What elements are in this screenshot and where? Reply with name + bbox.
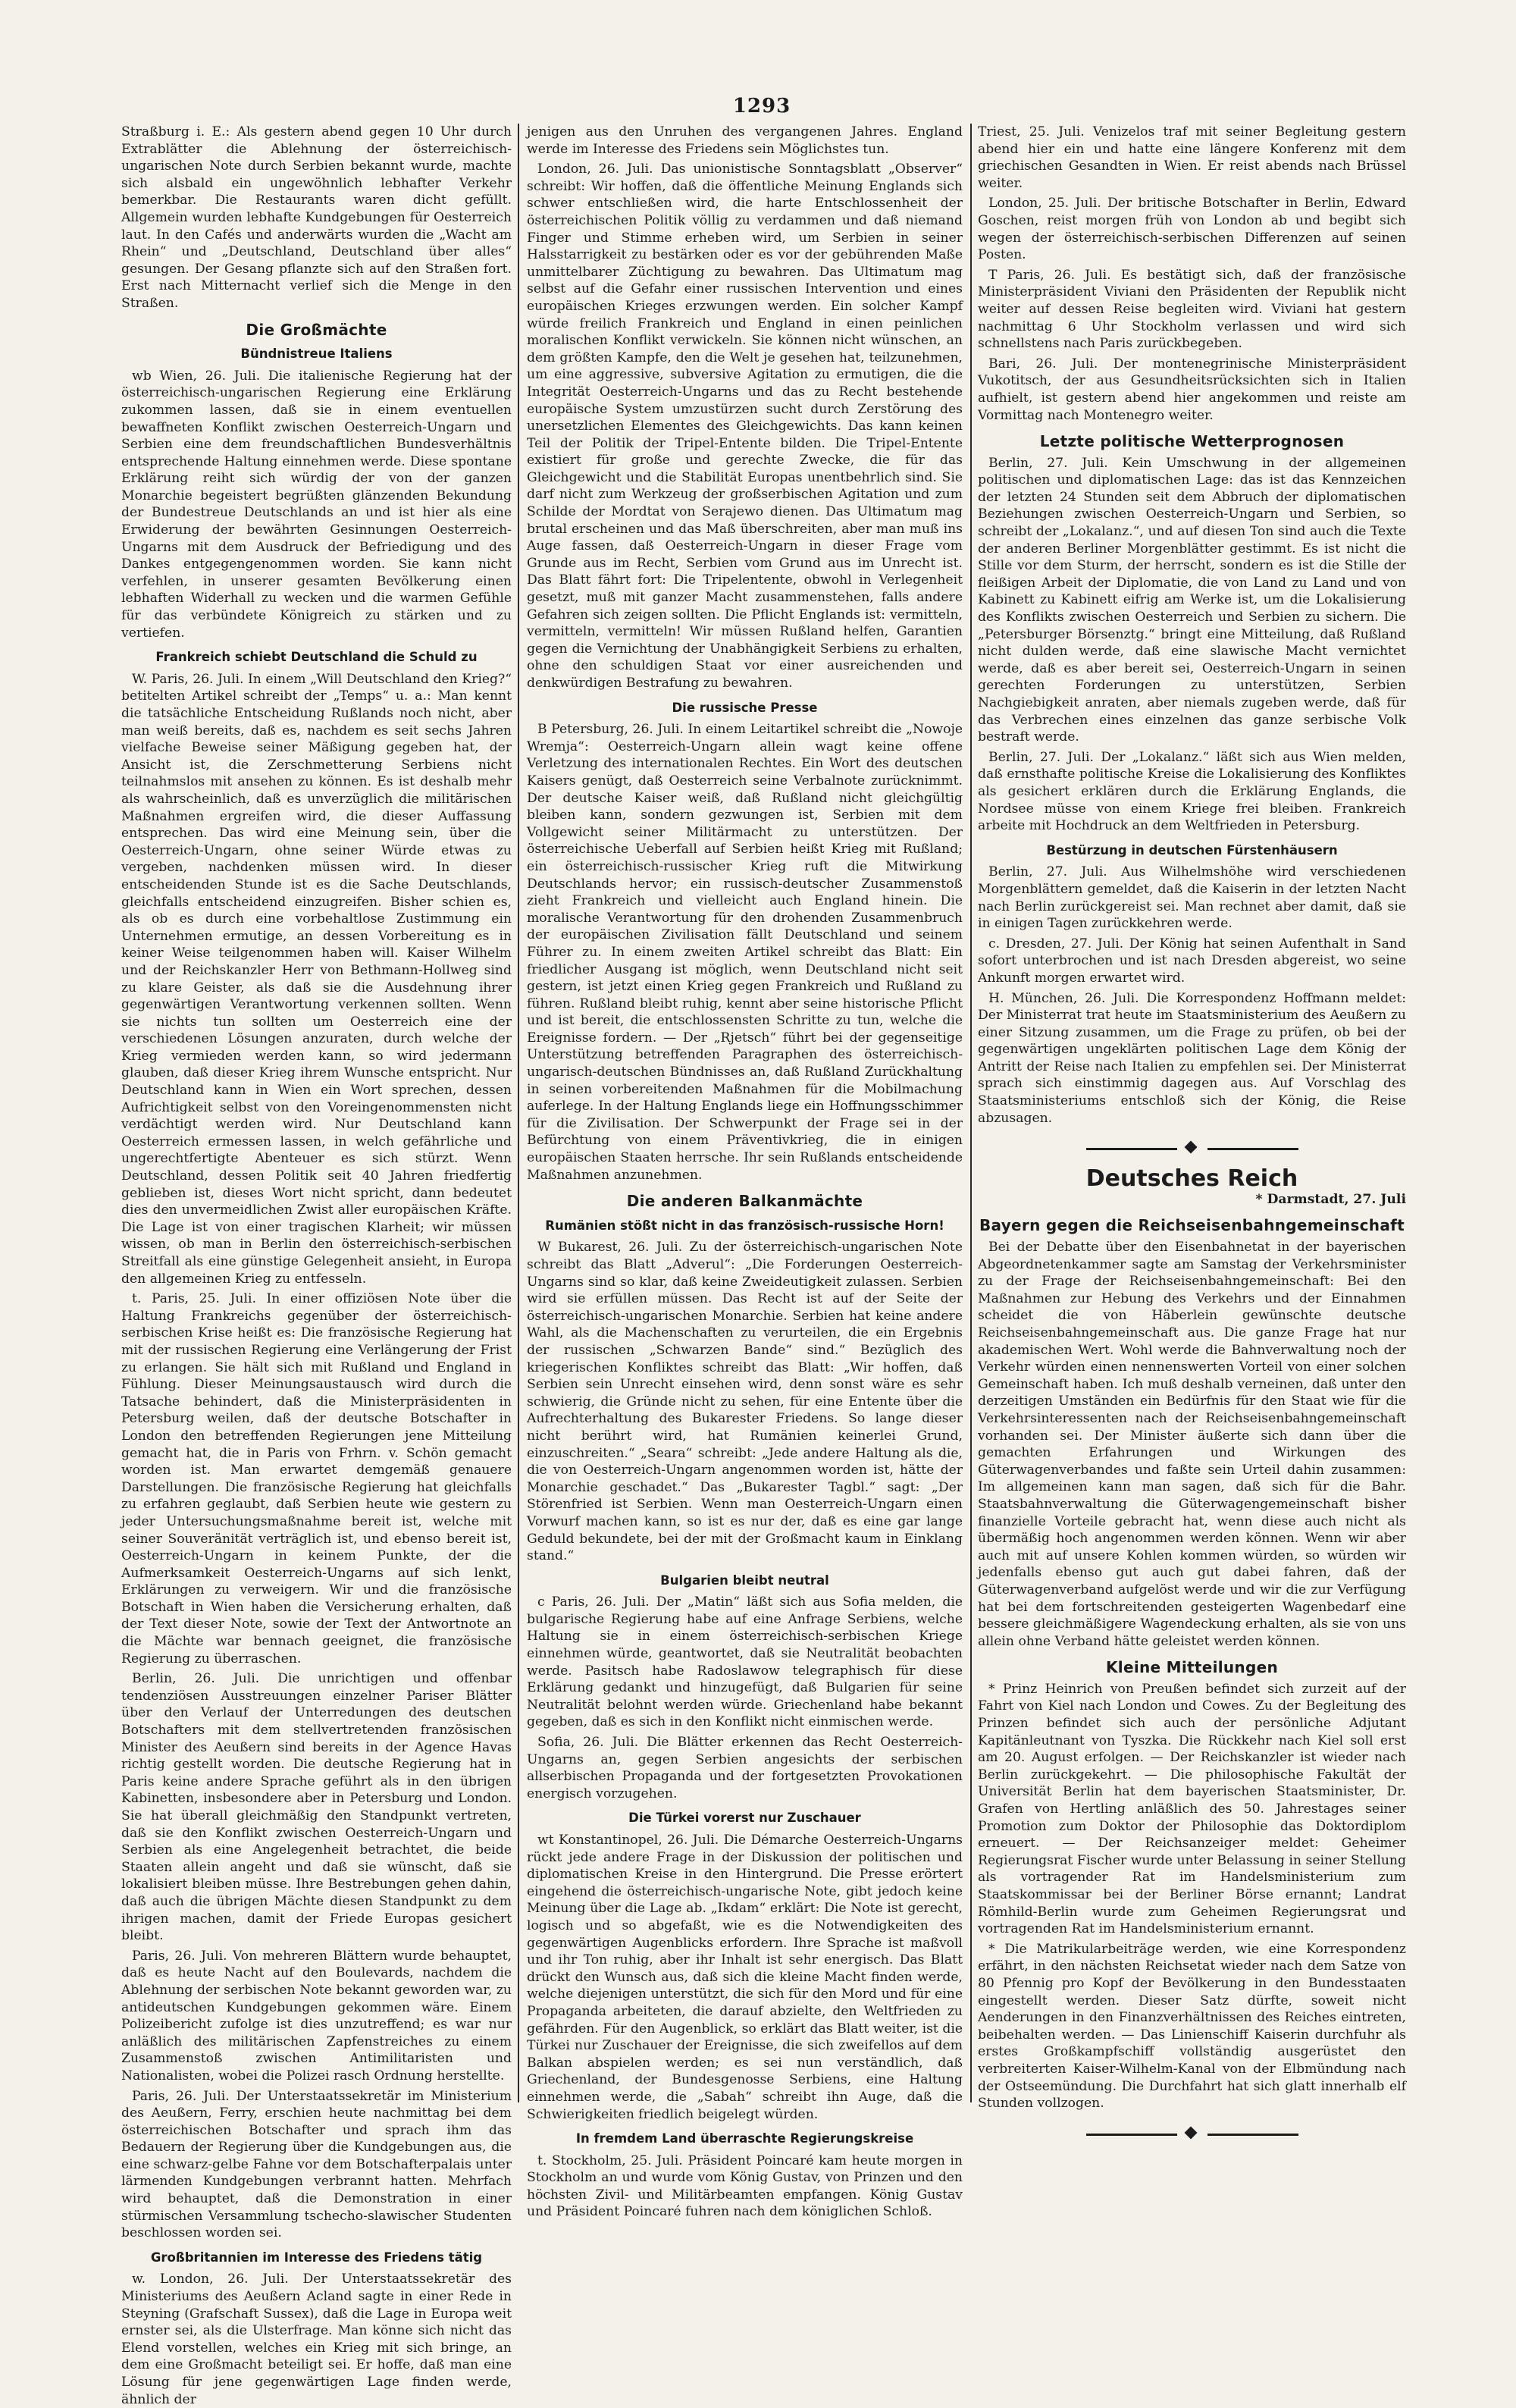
- column-rule-left: [518, 124, 519, 2102]
- article-wien: wb Wien, 26. Juli. Die italienische Regierung hat der österreichisch-ungarischen Regierung eine Erklärung zukommen lassen, daß sie in einem eventuellen bewaffneten Konflikt zwischen Oesterreich-Ungarn und Serbien eine dem freundschaftlichen Bundesverhältnis entsprechende Haltung einnehmen werde. Diese spontane Erklärung reiht sich würdig der von der ganzen Monarchie begeistert begrüßten glänzenden Bekundung der Bundestreue Deutschlands an und ist hier als eine Erwiderung der bewährten Gesinnungen Oesterreich-Ungarns mit dem Ausdruck der Befriedigung und des Dankes entgegengenommen worden. Sie kann nicht verfehlen, in unserer gesamten Bevölkerung einen lebhaften Widerhall zu wecken und die warmen Gefühle für das verbündete Königreich zu stärken und zu vertiefen.: [121, 368, 512, 641]
- subheading-rumaenien: Rumänien stößt nicht in das französisch-russische Horn!: [545, 1218, 944, 1233]
- heading-bayern: Bayern gegen die Reichseisenbahngemeinschaft: [979, 1216, 1405, 1235]
- article-london-goschen: London, 25. Juli. Der britische Botschafter in Berlin, Edward Goschen, reist morgen früh von London ab und begibt sich wegen der österreichisch-serbischen Differenzen auf seinen Posten.: [978, 196, 1406, 263]
- article-berlin: Berlin, 26. Juli. Die unrichtigen und offenbar tendenziösen Ausstreuungen einzelner Pariser Blätter über den Verlauf der Unterredungen des deutschen Botschafters mit dem stellvertretenden französischen Minister des Aeußern sind bereits in der Agence Havas richtig gestellt worden. Die deutsche Regierung hat in Paris keine andere Sprache geführt als in den übrigen Kabinetten, insbesondere aber in Petersburg und London. Sie hat überall gleichmäßig den Standpunkt vertreten, daß sie den Konflikt zwischen Oesterreich-Ungarn und Serbien als eine Angelegenheit betrachtet, die beide Staaten allein angeht und daß sie wünscht, daß sie lokalisiert bleiben müsse. Ihre Bestrebungen gehen dahin, daß auch die übrigen Mächte diesen Standpunkt zu dem ihrigen machen, damit der Friede Europas gesichert bleibt.: [121, 1671, 512, 1944]
- article-berlin-wien: Berlin, 27. Juli. Der „Lokalanz.“ läßt sich aus Wien melden, daß ernsthafte politische Kreise die Lokalisierung des Konfliktes als gesichert erklären durch die Erklärung Englands, die Nordsee müsse von einem Kriege frei bleiben. Frankreich arbeite mit Hochdruck an dem Weltfrieden in Petersburg.: [978, 749, 1406, 834]
- article-london-observer: London, 26. Juli. Das unionistische Sonntagsblatt „Observer“ schreibt: Wir hoffen, daß die öffentliche Meinung Englands sich schwer entschließen wird, die harte Entschlossenheit der österreichischen Politik völlig zu verdammen und daß niemand Finger und Stimme erheben wird, um Serbien in seiner Halsstarrigkeit zu bestärken oder es vor der gebührenden Maße unmittelbarer Züchtigung zu bewahren. Das Ultimatum mag selbst auf die Gefahr einer russischen Intervention und eines europäischen Krieges erzwungen werden. Ein solcher Kampf würde freilich Frankreich und England in einen peinlichen moralischen Konflikt verwickeln. Sie können nicht wünschen, an dem größten Kampfe, den die Welt je gesehen hat, teilzunehmen, um eine aggressive, subversive Agitation zu ermutigen, die die Integrität Oesterreich-Ungarns und das zu Recht bestehende europäische System umzustürzen sucht durch Zerstörung des unersetzlichen Elementes des Gleichgewichts. Das kann keinen Teil der Politik der Tripel-Entente bilden. Die Tripel-Entente existiert für große und gerechte Zwecke, die für das Gleichgewicht und die Stabilität Europas unentbehrlich sind. Sie darf nicht zum Werkzeug der großserbischen Agitation und zum Schilde der Mordtat von Serajewo dienen. Das Ultimatum mag brutal erscheinen und das Maß überschreiten, aber man muß ins Auge fassen, daß Oesterreich-Ungarn in dieser Frage vom Grunde aus im Recht, Serbien vom Grund aus im Unrecht ist. Das Blatt fährt fort: Die Tripelentente, obwohl in Verlegenheit gesetzt, muß mit ganzer Macht zusammenstehen, falls andere Gefahren sich zeigen sollten. Die Pflicht Englands ist: vermitteln, vermitteln, vermitteln! Wir müssen Rußland helfen, Garantien gegen die Vernichtung der Unabhängigkeit Serbiens zu erhalten, ohne den schuldigen Staat vor einer ausreichenden und denkwürdigen Bestrafung zu bewahren.: [527, 161, 963, 691]
- article-strassburg: Straßburg i. E.: Als gestern abend gegen 10 Uhr durch Extrablätter die Ablehnung der österreichisch-ungarischen Note durch Serbien bekannt wurde, machte sich alsbald ein ungewöhnlich lebhafter Verkehr bemerkbar. Die Restaurants waren dicht gefüllt. Allgemein wurden lebhafte Kundgebungen für Oesterreich laut. In den Cafés und anderwärts wurden die „Wacht am Rhein“ und „Deutschland, Deutschland über alles“ gesungen. Der Gesang pflanzte sich auf den Straßen fort. Erst nach Mitternacht verlief sich die Menge in den Straßen.: [121, 124, 512, 311]
- subheading-fremdem-land: In fremdem Land überraschte Regierungskreise: [575, 2131, 914, 2146]
- article-berlin-kaiserin: Berlin, 27. Juli. Aus Wilhelmshöhe wird verschiedenen Morgenblättern gemeldet, daß die Kaiserin in der letzten Nacht nach Berlin zurückgereist sei. Man rechnet aber damit, daß sie in einigen Tagen zurückkehren werde.: [978, 864, 1406, 932]
- article-petersburg: B Petersburg, 26. Juli. In einem Leitartikel schreibt die „Nowoje Wremja“: Oesterreich-Ungarn allein wagt keine offene Verletzung des internationalen Rechtes. Ein Wort des deutschen Kaisers genügt, daß Oesterreich seine Verbalnote zurücknimmt. Der deutsche Kaiser weiß, daß Rußland nicht gleichgültig bleiben kann, sondern gezwungen ist, Serbien mit dem Vollgewicht seiner Militärmacht zu unterstützen. Der österreichische Ueberfall auf Serbien heißt Krieg mit Rußland; ein österreichisch-russischer Krieg ruft die Mitwirkung Deutschlands hervor; ein russisch-deutscher Zusammenstoß zieht Frankreich und vielleicht auch England hinein. Die moralische Verantwortung für den drohenden Zusammenbruch der europäischen Zivilisation fällt Deutschland und seinem Führer zu. In einem zweiten Artikel schreibt das Blatt: Ein friedlicher Ausgang ist möglich, wenn Deutschland nicht seit gestern, ist jetzt einen Krieg gegen Frankreich und Rußland zu führen. Rußland bleibt ruhig, kennt aber seine historische Pflicht und ist bereit, die entschlossensten Schritte zu tun, welche die Ereignisse fordern. — Der „Rjetsch“ führt bei der gegenseitige Unterstützung betreffenden Paragraphen des österreichisch-ungarisch-deutschen Bündnisses an, daß Rußland Zurückhaltung in seinen vorbereitenden Maßnahmen für die Mobilmachung auferlege. In der Haltung Englands liege ein Hoffnungsschimmer für die Zivilisation. Der Schwerpunkt der Frage sei in der Befürchtung von einem Präventivkrieg, die in einigen europäischen Staaten herrsche. Ihr sein Rußlands entscheidende Maßnahmen anzunehmen.: [527, 722, 963, 1183]
- section-heading-deutsches-reich: Deutsches Reich: [1085, 1165, 1298, 1193]
- article-paris-temps: W. Paris, 26. Juli. In einem „Will Deutschland den Krieg?“ betitelten Artikel schreibt der „Temps“ u. a.: Man kennt die tatsächliche Entscheidung Rußlands noch nicht, aber man weiß bereits, daß es, nachdem es seit sechs Jahren vielfache Beweise seiner Mäßigung gegeben hat, der Ansicht ist, die Zerschmetterung Serbiens nicht teilnahmslos mit ansehen zu können. Es ist deshalb mehr als wahrscheinlich, daß es unverzüglich die militärischen Maßnahmen ergreifen wird, die dieser Auffassung entsprechen. Das wird eine Meinung sein, über die Oesterreich-Ungarn, ohne seiner Würde etwas zu vergeben, nachdenken müssen wird. In dieser entscheidenden Stunde ist es die Sache Deutschlands, gleichfalls entscheidend einzugreifen. Bisher schien es, als ob es durch eine vorbehaltlose Zustimmung ein Unternehmen ermutige, an dessen Vorbereitung es in keiner Weise teilgenommen haben will. Kaiser Wilhelm und der Reichskanzler Herr von Bethmann-Hollweg sind zu klare Geister, als daß sie die Ausdehnung ihrer gegenwärtigen Verantwortung verkennen sollten. Wenn sie nichts tun sollten um Oesterreich eine der verschiedenen Lösungen anzuraten, durch welche der Krieg vermieden werden kann, so wird jedermann glauben, daß dieser Krieg ihrem Wunsche entspricht. Nur Deutschland kann in Wien ein Wort sprechen, dessen Aufrichtigkeit selbst von den Voreingenommensten nicht verdächtigt werden wird. Nur Deutschland kann Oesterreich ermessen lassen, in welch gefährliche und ungerechtfertigte Abenteuer es sich stürzt. Wenn Deutschland, dessen Politik seit 40 Jahren friedfertig geblieben ist, dieses Wort nicht spricht, dann bedeutet dies den unvermeidlichen Zwist aller europäischen Kräfte. Die Lage ist von einer tragischen Klarheit; wir müssen wissen, ob man in Berlin den österreichisch-serbischen Streitfall als eine günstige Gelegenheit ansieht, in Europa den allgemeinen Krieg zu entfesseln.: [121, 671, 512, 1287]
- subheading-italien: Bündnistreue Italiens: [240, 346, 393, 362]
- article-bukarest: W Bukarest, 26. Juli. Zu der österreichisch-ungarischen Note schreibt das Blatt „Adverul“: „Die Forderungen Oesterreich-Ungarns sind so klar, daß keine Zweideutigkeit zulassen. Serbien wird sie erfüllen müssen. Das Recht ist auf der Seite der österreichisch-ungarischen Monarchie. Serbien hat keine andere Wahl, als die Machenschaften zu verurteilen, die ein Ergebnis der russischen „Schwarzen Bande“ sind.“ Bezüglich des kriegerischen Konfliktes schreibt das Blatt: „Wir hoffen, daß Serbien sein Unrecht einsehen wird, denn sonst wäre es sehr schwierig, die Gründe nicht zu sehen, für eine Entente über die Aufrechterhaltung des Bukarester Friedens. So lange dieser nicht berührt wird, hat Rumänien keinerlei Grund, einzuschreiten.“ „Seara“ schreibt: „Jede andere Haltung als die, die von Oesterreich-Ungarn angenommen worden ist, hätte der Monarchie geschadet.“ Das „Bukarester Tagbl.“ sagt: „Der Störenfried ist Serbien. Wenn man Oesterreich-Ungarn einen Vorwurf machen kann, so ist es nur der, daß es eine gar lange Geduld bekundete, bei der mit der Großmacht kaum in Einklang stand.“: [527, 1240, 963, 1564]
- article-stockholm: t. Stockholm, 25. Juli. Präsident Poincaré kam heute morgen in Stockholm an und wurde vom König Gustav, von Prinzen und den höchsten Zivil- und Militärbeamten empfangen. König Gustav und Präsident Poincaré fuhren nach dem königlichen Schloß.: [527, 2152, 963, 2220]
- heading-kleine-mitteilungen: Kleine Mitteilungen: [1106, 1658, 1278, 1677]
- page-number: 1293: [732, 95, 791, 118]
- article-paris-boulevards: Paris, 26. Juli. Von mehreren Blättern wurde behauptet, daß es heute Nacht auf den Boulevards, nachdem die Ablehnung der serbischen Note bekannt geworden war, zu antideutschen Kundgebungen gekommen wäre. Einem Polizeibericht zufolge ist dies unzutreffend; es war nur anläßlich des militärischen Zapfenstreiches zu einem Zusammenstoß zwischen Antimilitaristen und Nationalisten, wobei die Polizei rasch Ordnung herstellte.: [121, 1948, 512, 2083]
- section-heading-balkanmaechte: Die anderen Balkanmächte: [626, 1192, 863, 1211]
- article-paris-viviani: T Paris, 26. Juli. Es bestätigt sich, daß der französische Ministerpräsident Viviani den Präsidenten der Republik nicht weiter auf dessen Reise begleiten wird. Viviani hat gestern nachmittag 6 Uhr Stockholm verlassen und wird sich schnellstens nach Paris zurückbegeben.: [978, 267, 1406, 352]
- article-bari: Bari, 26. Juli. Der montenegrinische Ministerpräsident Vukotitsch, der aus Gesundheitsrücksichten sich in Italien aufhielt, ist gestern abend hier angekommen und reiste am Vormittag nach Montenegro weiter.: [978, 356, 1406, 423]
- section-heading-grossmaechte: Die Großmächte: [246, 320, 387, 339]
- article-continuation: jenigen aus den Unruhen des vergangenen Jahres. England werde im Interesse des Friedens sein Möglichstes tun.: [527, 124, 963, 157]
- article-bayern-eisenbahn: Bei der Debatte über den Eisenbahnetat in der bayerischen Abgeordnetenkammer sagte am Samstag der Verkehrsminister zu der Frage der Reichseisenbahngemeinschaft: Bei den Maßnahmen zur Hebung des Verkehrs und der Einnahmen scheidet die von Häberlein gewünschte deutsche Reichseisenbahngemeinschaft aus. Die ganze Frage hat nur akademischen Wert. Wohl werde die Bahnverwaltung noch der Verkehr würden einen nennenswerten Vorteil von einer solchen Gemeinschaft haben. Ich muß deshalb verneinen, daß unter den derzeitigen Umständen ein Bedürfnis für den Staat wie für die Verkehrsinteressenten nach der Reichseisenbahngemeinschaft vorhanden sei. Der Minister äußerte sich dann über die gemachten Erfahrungen und Wirkungen des Güterwagenverbandes und faßte sein Urteil dahin zusammen: Im allgemeinen kann man sagen, daß sich für die Bahr. Staatsbahnverwaltung die Güterwagengemeinschaft bisher finanzielle Vorteile gebracht hat, wenn diese auch nicht als übermäßig hoch angenommen werden können. Wenn wir aber auch mit auf unsere Kohlen kommen würden, so würden wir jedenfalls ebenso gut auch gut dabei fahren, daß der Güterwagenverband aufgelöst werde und wir die zur Verfügung hat bei dem fortschreitenden gesteigerten Wagenbedarf eine bessere gleichmäßigere Wagendeckung erhalten, als sie von uns allein ohne Verband hätte geleistet werden können.: [978, 1240, 1406, 1649]
- article-paris-note: t. Paris, 25. Juli. In einer offiziösen Note über die Haltung Frankreichs gegenüber der österreichisch-serbischen Krise heißt es: Die französische Regierung hat mit der russischen Regierung eine Verlängerung der Frist zu erlangen. Sie hält sich mit Rußland und England in Fühlung. Dieser Meinungsaustausch wird durch die Tatsache behindert, daß die Ministerpräsidenten in Petersburg weilen, daß der deutsche Botschafter in London den betreffenden Regierungen jene Mitteilung gemacht hat, die in Paris von Frhrn. v. Schön gemacht worden ist. Man erwartet demgemäß genauere Darstellungen. Die französische Regierung hat gleichfalls zu erfahren geglaubt, daß Serbien heute wie gestern zu jeder Untersuchungsmaßnahme bereit ist, welche mit seiner Souveränität verträglich ist, und ebenso bereit ist, Oesterreich-Ungarn in keinem Punkte, der die Aufmerksamkeit Oesterreich-Ungarns auf sich lenkt, Erklärungen zu verweigern. Wir und die französische Botschaft in Wien haben die Versicherung erhalten, daß der Text dieser Note, sowie der Text der Antwortnote an die Mächte war bennach geeignet, die französische Regierung zu überraschen.: [121, 1291, 512, 1666]
- subheading-grossbritannien: Großbritannien im Interesse des Friedens tätig: [150, 2250, 483, 2265]
- ornamental-separator: [978, 1139, 1406, 1159]
- dateline-darmstadt: * Darmstadt, 27. Juli: [1255, 1191, 1406, 1207]
- article-konstantinopel: wt Konstantinopel, 26. Juli. Die Démarche Oesterreich-Ungarns rückt jede andere Frage in der Diskussion der politischen und diplomatischen Kreise in den Hintergrund. Die Presse erörtert eingehend die österreichisch-ungarische Note, gibt jedoch keine Meinung über die Lage ab. „Ikdam“ erklärt: Die Note ist gerecht, logisch und so abgefaßt, wie es die Notwendigkeiten des gegenwärtigen Augenblicks erfordern. Ihre Sprache ist maßvoll und ihr Ton ruhig, aber ihr Inhalt ist sehr energisch. Das Blatt drückt den Wunsch aus, daß sich die kleine Macht finden werde, welche diejenigen unterstützt, die sich für den Mord und für eine Propaganda arbeiteten, die darauf abzielte, den Weltfrieden zu gefährden. Für den Augenblick, so erklärt das Blatt weiter, ist die Türkei nur Zuschauer der Ereignisse, die sich zweifellos auf dem Balkan abspielen werden; es sei nun verständlich, daß Griechenland, der Bundesgenosse Serbiens, eine Haltung einnehmen werde, die „Sabah“ schreibt ihn Auge, daß die Schwierigkeiten friedlich beigelegt würden.: [527, 1833, 963, 2122]
- article-triest: Triest, 25. Juli. Venizelos traf mit seiner Begleitung gestern abend hier ein und hatte eine längere Konferenz mit dem griechischen Gesandten in Wien. Er reist abends nach Brüssel weiter.: [978, 124, 1406, 191]
- column-left: [121, 124, 512, 2407]
- subheading-frankreich: Frankreich schiebt Deutschland die Schuld zu: [155, 650, 478, 665]
- article-matrikularbeitraege: * Die Matrikularbeiträge werden, wie eine Korrespondenz erfährt, in den nächsten Reichsetat wieder nach dem Satze von 80 Pfennig pro Kopf der Bevölkerung in den Bundesstaaten eingestellt werden. Dieser Satz dürfte, soweit nicht Aenderungen in den Finanzverhältnissen des Reiches eintreten, beibehalten werden. — Das Linienschiff Kaiserin durchfuhr als erstes Großkampfschiff vollständig ausgerüstet den verbreiterten Kaiser-Wilhelm-Kanal von der Elbmündung nach der Ostseemündung. Die Durchfahrt hat sich glatt innerhalb elf Stunden vollzogen.: [978, 1941, 1406, 2112]
- subheading-tuerkei: Die Türkei vorerst nur Zuschauer: [628, 1811, 861, 1826]
- article-paris-ferry: Paris, 26. Juli. Der Unterstaatssekretär im Ministerium des Aeußern, Ferry, erschien heute nachmittag bei dem österreichischen Botschafter und sprach ihm das Bedauern der Regierung über die Kundgebungen aus, die eine schwarz-gelbe Fahne vor dem Botschafterpalais unter lärmenden Kundgebungen verbrannt hatten. Mehrfach wird behauptet, daß die Demonstration in einer stürmischen Versammlung tschecho-slawischer Studenten beschlossen worden sei.: [121, 2088, 512, 2241]
- article-paris-matin: c Paris, 26. Juli. Der „Matin“ läßt sich aus Sofia melden, die bulgarische Regierung habe auf eine Anfrage Serbiens, welche Haltung sie in einem österreichisch-serbischen Kriege einnehmen würde, geantwortet, daß sie Neutralität beobachten werde. Pasitsch habe Radoslawow telegraphisch für diese Erklärung gedankt und hinzugefügt, daß Bulgarien für seine Neutralität belohnt werden würde. Griechenland habe bekannt gegeben, daß es sich in den Konflikt nicht einmischen werde.: [527, 1594, 963, 1730]
- article-sofia: Sofia, 26. Juli. Die Blätter erkennen das Recht Oesterreich-Ungarns an, gegen Serbien angesichts der serbischen allserbischen Propaganda und der fortgesetzten Provokationen energisch vorzugehen.: [527, 1735, 963, 1801]
- article-dresden: c. Dresden, 27. Juli. Der König hat seinen Aufenthalt in Sand sofort unterbrochen und ist nach Dresden abgereist, wo seine Ankunft morgen erwartet wird.: [978, 936, 1406, 986]
- subheading-fuerstenhaeuser: Bestürzung in deutschen Fürstenhäusern: [1046, 842, 1338, 858]
- article-london-acland: w. London, 26. Juli. Der Unterstaatssekretär des Ministeriums des Aeußern Acland sagte in einer Rede in Steyning (Grafschaft Sussex), daß die Lage in Europa weit ernster sei, als die Ulsterfrage. Man könne sich nicht das Elend vorstellen, welches ein Krieg mit sich bringe, an dem eine Großmacht beteiligt sei. Er hoffe, daß man eine Lösung für jene gegenwärtigen Lage finden werde, ähnlich der: [121, 2272, 512, 2407]
- column-rule-right: [970, 124, 972, 2102]
- article-prinz-heinrich: * Prinz Heinrich von Preußen befindet sich zurzeit auf der Fahrt von Kiel nach London und Cowes. Zu der Begleitung des Prinzen befindet sich auch der persönliche Adjutant Kapitänleutnant von Tyszka. Die Rückkehr nach Kiel soll erst am 20. August erfolgen. — Der Reichskanzler ist wieder nach Berlin zurückgekehrt. — Die philosophische Fakultät der Universität Berlin hat dem bayerischen Staatsminister, Dr. Grafen von Hertling anläßlich des 50. Jahrestages seiner Promotion zum Doktor der Philosophie das Doktordiplom erneuert. — Der Reichsanzeiger meldet: Geheimer Regierungsrat Fischer wurde unter Belassung in seiner Stellung als vortragender Rat im Handelsministerium zum Staatskommissar bei der Berliner Börse ernannt; Landrat Römhild-Berlin wurde zum Geheimen Regierungsrat und vortragenden Rat im Handelsministerium ernannt.: [978, 1681, 1406, 1937]
- subheading-russische-presse: Die russische Presse: [672, 700, 818, 715]
- newspaper-page: [114, 95, 1410, 2407]
- column-middle: [527, 124, 963, 2220]
- column-right: [978, 124, 1406, 2112]
- article-berlin-lokalanz: Berlin, 27. Juli. Kein Umschwung in der allgemeinen politischen und diplomatischen Lage: das ist das Kennzeichen der letzten 24 Stunden seit dem Abbruch der diplomatischen Beziehungen zwischen Oesterreich-Ungarn und Serbien, so schreibt der „Lokalanz.“, und auf diesen Ton sind auch die Texte der anderen Berliner Morgenblätter gestimmt. Es ist nicht die Stille vor dem Sturm, der herrscht, sondern es ist die Stille der fleißigen Arbeit der Diplomatie, die von Land zu Land und von Kabinett zu Kabinett eifrig am Werke ist, um die Lokalisierung des Konflikts zwischen Oesterreich und Serbien zu sichern. Die „Petersburger Börsenztg.“ bringt eine Mitteilung, daß Rußland nicht dulden werde, daß eine slawische Macht vernichtet werde, daß es aber bereit sei, Oesterreich-Ungarn in seinen gerechten Forderungen zu unterstützen, Serbien Nachgiebigkeit anraten, aber niemals zugeben werde, daß für das Verbrechen eines einzelnen das ganze serbische Volk bestraft werde.: [978, 455, 1406, 745]
- subheading-bulgarien: Bulgarien bleibt neutral: [660, 1572, 829, 1588]
- article-muenchen: H. München, 26. Juli. Die Korrespondenz Hoffmann meldet: Der Ministerrat trat heute im Staatsministerium des Aeußern zu einer Sitzung zusammen, um die Frage zu prüfen, ob bei der gegenwärtigen ungeklärten politischen Lage dem König der Antritt der Reise nach Italien zu empfehlen sei. Der Ministerrat sprach sich einstimmig dagegen aus. Auf Vorschlag des Staatsministeriums entschloß sich der König, die Reise abzusagen.: [978, 990, 1406, 1126]
- ornamental-separator-bottom: [978, 2124, 1406, 2144]
- section-heading-wetterprognosen: Letzte politische Wetterprognosen: [1039, 432, 1345, 451]
